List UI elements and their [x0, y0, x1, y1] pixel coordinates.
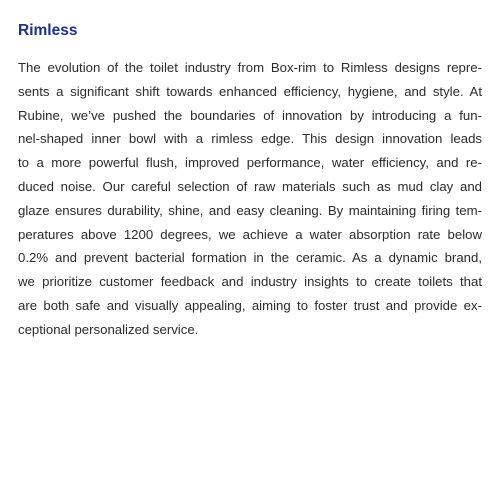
section-heading: Rimless — [18, 22, 78, 39]
paragraph-line: to a more powerful flush, improved performance, water efficiency, and re- — [18, 155, 482, 171]
paragraph-line: sents a significant shift towards enhanced efficiency, hygiene, and style. At — [18, 83, 482, 99]
paragraph-line: are both safe and visually appealing, aiming to foster trust and provide ex- — [18, 297, 482, 313]
paragraph-line: peratures above 1200 degrees, we achieve a water absorption rate below — [18, 226, 482, 242]
paragraph-line: 0.2% and prevent bacterial formation in the ceramic. As a dynamic brand, — [18, 250, 482, 266]
body-paragraph — [18, 56, 482, 342]
paragraph-line: nel-shaped inner bowl with a rimless edge. This design innovation leads — [18, 131, 482, 147]
paragraph-line: duced noise. Our careful selection of raw materials such as mud clay and — [18, 178, 482, 194]
paragraph-line: glaze ensures durability, shine, and easy cleaning. By maintaining firing tem- — [18, 202, 482, 218]
paragraph-line: we prioritize customer feedback and industry insights to create toilets that — [18, 274, 482, 290]
paragraph-line: Rubine, we’ve pushed the boundaries of innovation by introducing a fun- — [18, 107, 482, 123]
paragraph-line: ceptional personalized service. — [18, 321, 199, 337]
paragraph-line: The evolution of the toilet industry from Box-rim to Rimless designs repre- — [18, 60, 482, 75]
